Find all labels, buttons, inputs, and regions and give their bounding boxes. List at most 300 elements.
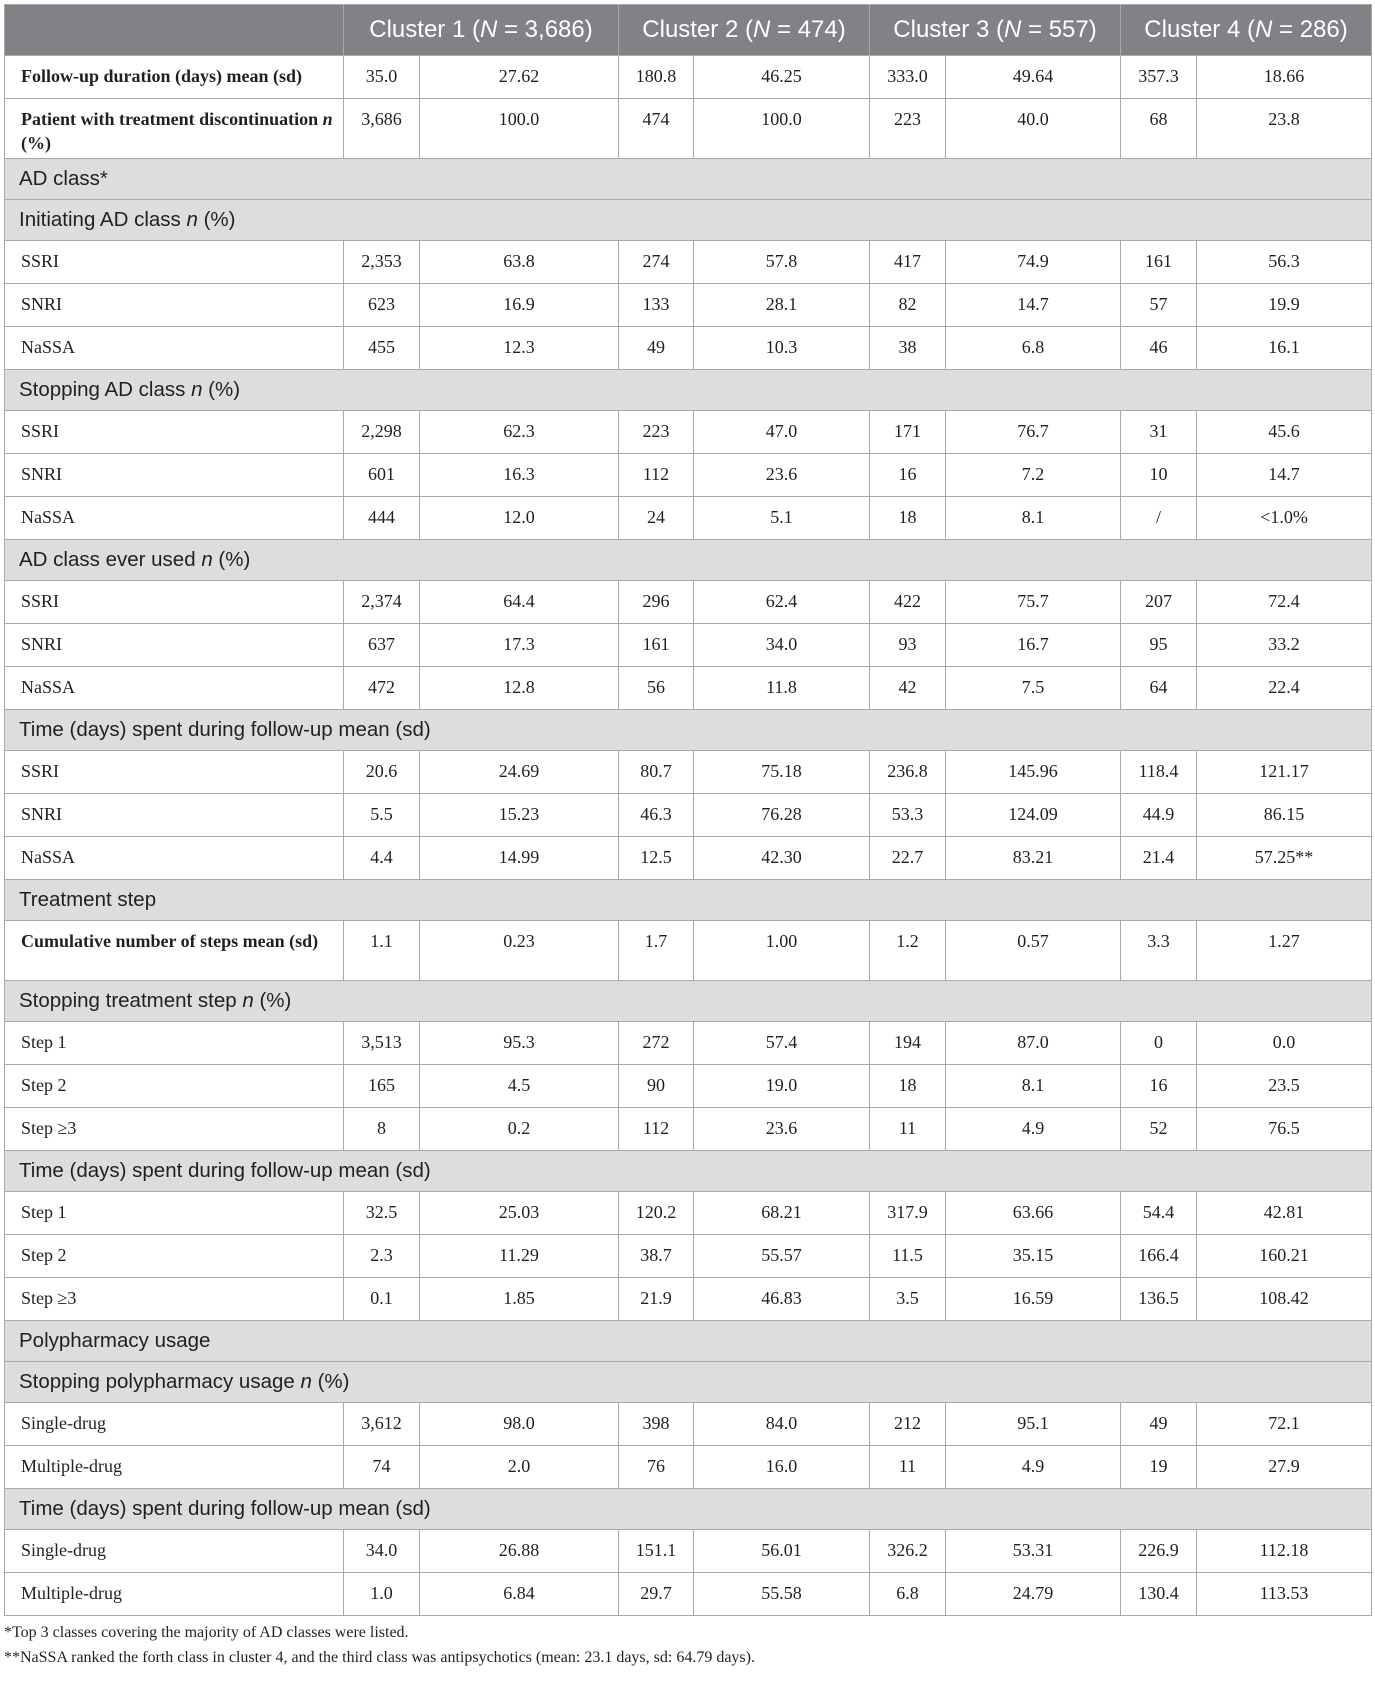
row-label-text: NaSSA [21, 337, 76, 357]
cell-count-cluster-3: 16 [870, 454, 946, 497]
cell-stat-cluster-4: 121.17 [1197, 751, 1372, 794]
cell-stat-cluster-2: 75.18 [694, 751, 870, 794]
row-label-text: Multiple-drug [21, 1583, 122, 1603]
row-label-italic: n [201, 548, 213, 571]
cell-count-cluster-4: 357.3 [1121, 56, 1197, 99]
section-header-row [5, 370, 1372, 411]
cell-count-cluster-2: 180.8 [619, 56, 694, 99]
row-label-text: Step ≥3 [21, 1288, 77, 1308]
section-header-label [5, 880, 1372, 921]
cell-count-cluster-3: 38 [870, 327, 946, 370]
cell-stat-cluster-2: 28.1 [694, 284, 870, 327]
section-header-row [5, 159, 1372, 200]
cell-count-cluster-4: 54.4 [1121, 1192, 1197, 1235]
row-label-suffix: (%) [311, 1370, 350, 1393]
table-row [5, 1530, 1372, 1573]
section-header-row [5, 1489, 1372, 1530]
table-row [5, 667, 1372, 710]
cell-stat-cluster-1: 14.99 [420, 837, 619, 880]
cell-count-cluster-2: 474 [619, 99, 694, 159]
cell-stat-cluster-4: 42.81 [1197, 1192, 1372, 1235]
cell-count-cluster-3: 171 [870, 411, 946, 454]
row-label [5, 327, 344, 370]
cell-count-cluster-3: 317.9 [870, 1192, 946, 1235]
section-header-label [5, 981, 1372, 1022]
header-cluster-2: Cluster 2 (N = 474) [619, 5, 870, 56]
cell-stat-cluster-4: 57.25** [1197, 837, 1372, 880]
cell-count-cluster-1: 35.0 [344, 56, 420, 99]
cell-stat-cluster-2: 23.6 [694, 1108, 870, 1151]
cell-stat-cluster-2: 46.25 [694, 56, 870, 99]
cell-stat-cluster-2: 10.3 [694, 327, 870, 370]
cell-stat-cluster-3: 83.21 [946, 837, 1121, 880]
cell-count-cluster-2: 21.9 [619, 1278, 694, 1321]
cell-count-cluster-1: 601 [344, 454, 420, 497]
row-label-text: NaSSA [21, 847, 76, 867]
row-label-text: Stopping AD class [19, 378, 192, 401]
cell-count-cluster-1: 34.0 [344, 1530, 420, 1573]
cell-stat-cluster-3: 87.0 [946, 1022, 1121, 1065]
row-label-text: Single-drug [21, 1540, 106, 1560]
cell-stat-cluster-4: 23.5 [1197, 1065, 1372, 1108]
row-label-italic: n [191, 378, 203, 401]
cell-count-cluster-4: 95 [1121, 624, 1197, 667]
table-row [5, 581, 1372, 624]
cell-stat-cluster-2: 55.57 [694, 1235, 870, 1278]
cell-count-cluster-3: 223 [870, 99, 946, 159]
cell-stat-cluster-3: 75.7 [946, 581, 1121, 624]
cell-stat-cluster-1: 98.0 [420, 1403, 619, 1446]
cell-stat-cluster-3: 8.1 [946, 497, 1121, 540]
cell-count-cluster-2: 296 [619, 581, 694, 624]
section-header-row [5, 1362, 1372, 1403]
cell-stat-cluster-2: 11.8 [694, 667, 870, 710]
cell-count-cluster-2: 24 [619, 497, 694, 540]
cell-stat-cluster-3: 145.96 [946, 751, 1121, 794]
table-row [5, 624, 1372, 667]
row-label [5, 624, 344, 667]
cell-stat-cluster-2: 47.0 [694, 411, 870, 454]
cell-stat-cluster-1: 27.62 [420, 56, 619, 99]
row-label-text: Step 2 [21, 1245, 67, 1265]
cell-count-cluster-1: 1.1 [344, 921, 420, 981]
cell-count-cluster-3: 212 [870, 1403, 946, 1446]
cell-count-cluster-3: 236.8 [870, 751, 946, 794]
section-header-label [5, 710, 1372, 751]
row-label [5, 454, 344, 497]
cell-stat-cluster-4: 160.21 [1197, 1235, 1372, 1278]
row-label [5, 1108, 344, 1151]
cell-stat-cluster-1: 0.23 [420, 921, 619, 981]
cell-count-cluster-1: 2,374 [344, 581, 420, 624]
row-label [5, 921, 344, 981]
row-label-text: Stopping polypharmacy usage [19, 1370, 301, 1393]
cell-stat-cluster-4: 14.7 [1197, 454, 1372, 497]
row-label-text: SNRI [21, 804, 63, 824]
cell-stat-cluster-4: 112.18 [1197, 1530, 1372, 1573]
row-label [5, 497, 344, 540]
cell-count-cluster-3: 417 [870, 241, 946, 284]
cell-stat-cluster-2: 62.4 [694, 581, 870, 624]
cell-stat-cluster-4: 23.8 [1197, 99, 1372, 159]
cell-stat-cluster-4: 108.42 [1197, 1278, 1372, 1321]
cell-stat-cluster-3: 74.9 [946, 241, 1121, 284]
cell-count-cluster-2: 46.3 [619, 794, 694, 837]
table-row [5, 1192, 1372, 1235]
cell-stat-cluster-4: <1.0% [1197, 497, 1372, 540]
cell-count-cluster-1: 637 [344, 624, 420, 667]
cell-count-cluster-2: 398 [619, 1403, 694, 1446]
row-label-text: AD class* [19, 167, 108, 190]
cell-count-cluster-1: 2,298 [344, 411, 420, 454]
cell-count-cluster-1: 5.5 [344, 794, 420, 837]
section-header-label [5, 540, 1372, 581]
cell-stat-cluster-4: 27.9 [1197, 1446, 1372, 1489]
table-row [5, 1022, 1372, 1065]
cell-stat-cluster-2: 1.00 [694, 921, 870, 981]
cell-count-cluster-4: 68 [1121, 99, 1197, 159]
cell-count-cluster-1: 20.6 [344, 751, 420, 794]
cell-stat-cluster-1: 15.23 [420, 794, 619, 837]
row-label-suffix: (%) [202, 378, 241, 401]
cell-count-cluster-4: 161 [1121, 241, 1197, 284]
cell-stat-cluster-2: 55.58 [694, 1573, 870, 1616]
row-label-text: Follow-up duration (days) mean (sd) [21, 66, 303, 86]
section-header-row [5, 200, 1372, 241]
cell-count-cluster-4: 136.5 [1121, 1278, 1197, 1321]
row-label [5, 1022, 344, 1065]
cell-count-cluster-4: 16 [1121, 1065, 1197, 1108]
cell-stat-cluster-1: 2.0 [420, 1446, 619, 1489]
row-label [5, 56, 344, 99]
row-label-italic: n [300, 1370, 312, 1393]
cell-stat-cluster-1: 63.8 [420, 241, 619, 284]
cell-stat-cluster-4: 86.15 [1197, 794, 1372, 837]
cell-stat-cluster-1: 12.8 [420, 667, 619, 710]
cell-stat-cluster-2: 84.0 [694, 1403, 870, 1446]
cell-count-cluster-1: 1.0 [344, 1573, 420, 1616]
cell-stat-cluster-3: 49.64 [946, 56, 1121, 99]
cell-count-cluster-3: 3.5 [870, 1278, 946, 1321]
cell-count-cluster-2: 38.7 [619, 1235, 694, 1278]
row-label-suffix: (%) [212, 548, 251, 571]
cell-stat-cluster-3: 0.57 [946, 921, 1121, 981]
cell-stat-cluster-1: 4.5 [420, 1065, 619, 1108]
cell-stat-cluster-1: 16.3 [420, 454, 619, 497]
cell-count-cluster-3: 93 [870, 624, 946, 667]
row-label-italic: n [186, 208, 198, 231]
row-label-text: SNRI [21, 294, 63, 314]
row-label-suffix: (%) [253, 989, 292, 1012]
cell-stat-cluster-2: 5.1 [694, 497, 870, 540]
table-body [5, 56, 1372, 1616]
section-header-label [5, 159, 1372, 200]
cell-stat-cluster-3: 7.5 [946, 667, 1121, 710]
table-row [5, 56, 1372, 99]
cell-stat-cluster-1: 12.3 [420, 327, 619, 370]
cell-count-cluster-3: 18 [870, 1065, 946, 1108]
cell-count-cluster-1: 8 [344, 1108, 420, 1151]
cell-stat-cluster-2: 23.6 [694, 454, 870, 497]
section-header-row [5, 981, 1372, 1022]
cell-stat-cluster-3: 95.1 [946, 1403, 1121, 1446]
cell-count-cluster-1: 74 [344, 1446, 420, 1489]
cell-stat-cluster-3: 16.7 [946, 624, 1121, 667]
row-label-text: Treatment step [19, 888, 157, 911]
cell-count-cluster-3: 6.8 [870, 1573, 946, 1616]
row-label [5, 1573, 344, 1616]
table-row [5, 284, 1372, 327]
cell-count-cluster-2: 272 [619, 1022, 694, 1065]
cell-stat-cluster-3: 14.7 [946, 284, 1121, 327]
footnotes [4, 1620, 1371, 1670]
header-cluster-3: Cluster 3 (N = 557) [870, 5, 1121, 56]
cell-count-cluster-1: 623 [344, 284, 420, 327]
cell-stat-cluster-1: 1.85 [420, 1278, 619, 1321]
row-label-italic: n [322, 109, 333, 129]
cell-stat-cluster-1: 16.9 [420, 284, 619, 327]
cell-count-cluster-3: 42 [870, 667, 946, 710]
cell-stat-cluster-4: 19.9 [1197, 284, 1372, 327]
cell-stat-cluster-1: 12.0 [420, 497, 619, 540]
row-label-text: SSRI [21, 421, 60, 441]
cell-count-cluster-3: 11 [870, 1446, 946, 1489]
cell-stat-cluster-3: 16.59 [946, 1278, 1121, 1321]
row-label [5, 1446, 344, 1489]
cell-count-cluster-3: 22.7 [870, 837, 946, 880]
cell-count-cluster-3: 11.5 [870, 1235, 946, 1278]
row-label-text: Step 2 [21, 1075, 67, 1095]
cell-stat-cluster-4: 18.66 [1197, 56, 1372, 99]
cell-count-cluster-2: 90 [619, 1065, 694, 1108]
row-label-text: Step 1 [21, 1032, 67, 1052]
cell-stat-cluster-2: 100.0 [694, 99, 870, 159]
cell-count-cluster-3: 1.2 [870, 921, 946, 981]
cell-stat-cluster-1: 17.3 [420, 624, 619, 667]
row-label [5, 1192, 344, 1235]
cell-count-cluster-4: / [1121, 497, 1197, 540]
section-header-row [5, 540, 1372, 581]
cell-count-cluster-1: 32.5 [344, 1192, 420, 1235]
row-label-text: AD class ever used [19, 548, 202, 571]
cell-stat-cluster-2: 57.8 [694, 241, 870, 284]
cell-stat-cluster-4: 16.1 [1197, 327, 1372, 370]
table-container [4, 4, 1371, 1670]
cell-stat-cluster-3: 6.8 [946, 327, 1121, 370]
row-label-text: SNRI [21, 464, 63, 484]
cell-count-cluster-3: 53.3 [870, 794, 946, 837]
footnote-2: **NaSSA ranked the forth class in cluster 4, and the third class was antipsychotics (mean: 23.1 days, sd: 64.79 days). [4, 1649, 755, 1666]
cell-stat-cluster-4: 56.3 [1197, 241, 1372, 284]
cell-count-cluster-2: 12.5 [619, 837, 694, 880]
cell-stat-cluster-2: 34.0 [694, 624, 870, 667]
table-row [5, 751, 1372, 794]
row-label-text: NaSSA [21, 677, 76, 697]
cell-stat-cluster-4: 72.4 [1197, 581, 1372, 624]
table-row [5, 241, 1372, 284]
cell-count-cluster-4: 44.9 [1121, 794, 1197, 837]
cell-stat-cluster-2: 16.0 [694, 1446, 870, 1489]
cell-stat-cluster-2: 68.21 [694, 1192, 870, 1235]
row-label [5, 241, 344, 284]
cell-stat-cluster-4: 1.27 [1197, 921, 1372, 981]
cell-count-cluster-4: 10 [1121, 454, 1197, 497]
row-label-suffix: (%) [197, 208, 236, 231]
cell-stat-cluster-3: 40.0 [946, 99, 1121, 159]
cell-count-cluster-1: 3,612 [344, 1403, 420, 1446]
cell-count-cluster-4: 3.3 [1121, 921, 1197, 981]
cell-count-cluster-2: 29.7 [619, 1573, 694, 1616]
row-label [5, 1065, 344, 1108]
cell-stat-cluster-3: 24.79 [946, 1573, 1121, 1616]
section-header-row [5, 880, 1372, 921]
cell-stat-cluster-1: 0.2 [420, 1108, 619, 1151]
cell-count-cluster-1: 0.1 [344, 1278, 420, 1321]
row-label [5, 751, 344, 794]
cell-stat-cluster-1: 26.88 [420, 1530, 619, 1573]
cell-count-cluster-4: 64 [1121, 667, 1197, 710]
footnote-1: *Top 3 classes covering the majority of AD classes were listed. [4, 1624, 409, 1641]
cell-stat-cluster-4: 33.2 [1197, 624, 1372, 667]
cell-count-cluster-1: 455 [344, 327, 420, 370]
table-row [5, 1278, 1372, 1321]
section-header-label [5, 1321, 1372, 1362]
cell-count-cluster-4: 19 [1121, 1446, 1197, 1489]
cell-stat-cluster-1: 62.3 [420, 411, 619, 454]
cell-count-cluster-3: 194 [870, 1022, 946, 1065]
section-header-label [5, 1362, 1372, 1403]
table-row [5, 1403, 1372, 1446]
row-label-text: Single-drug [21, 1413, 106, 1433]
cell-stat-cluster-1: 100.0 [420, 99, 619, 159]
cell-stat-cluster-2: 42.30 [694, 837, 870, 880]
row-label-suffix: (%) [21, 133, 51, 153]
cell-stat-cluster-1: 6.84 [420, 1573, 619, 1616]
table-header [5, 5, 1372, 56]
cell-count-cluster-2: 133 [619, 284, 694, 327]
row-label [5, 667, 344, 710]
cell-count-cluster-1: 3,513 [344, 1022, 420, 1065]
section-header-row [5, 710, 1372, 751]
cell-stat-cluster-3: 4.9 [946, 1108, 1121, 1151]
cell-stat-cluster-3: 35.15 [946, 1235, 1121, 1278]
cell-stat-cluster-4: 0.0 [1197, 1022, 1372, 1065]
cell-stat-cluster-3: 63.66 [946, 1192, 1121, 1235]
cell-count-cluster-3: 82 [870, 284, 946, 327]
row-label-text: Time (days) spent during follow-up mean (sd) [19, 1497, 431, 1520]
cell-stat-cluster-2: 19.0 [694, 1065, 870, 1108]
cell-count-cluster-2: 1.7 [619, 921, 694, 981]
header-cluster-1: Cluster 1 (N = 3,686) [344, 5, 619, 56]
cell-count-cluster-4: 0 [1121, 1022, 1197, 1065]
row-label [5, 1403, 344, 1446]
cell-count-cluster-2: 151.1 [619, 1530, 694, 1573]
cell-count-cluster-4: 226.9 [1121, 1530, 1197, 1573]
row-label-text: Cumulative number of steps mean (sd) [21, 931, 319, 951]
cell-count-cluster-3: 326.2 [870, 1530, 946, 1573]
table-row [5, 1573, 1372, 1616]
table-row [5, 99, 1372, 159]
cell-count-cluster-4: 46 [1121, 327, 1197, 370]
row-label-text: Step 1 [21, 1202, 67, 1222]
cell-count-cluster-4: 130.4 [1121, 1573, 1197, 1616]
section-header-label [5, 370, 1372, 411]
cell-count-cluster-4: 52 [1121, 1108, 1197, 1151]
row-label-text: Multiple-drug [21, 1456, 122, 1476]
row-label-text: Polypharmacy usage [19, 1329, 211, 1352]
cell-stat-cluster-3: 76.7 [946, 411, 1121, 454]
cell-count-cluster-4: 207 [1121, 581, 1197, 624]
row-label [5, 794, 344, 837]
cell-count-cluster-3: 333.0 [870, 56, 946, 99]
row-label [5, 284, 344, 327]
row-label [5, 99, 344, 159]
cell-count-cluster-4: 49 [1121, 1403, 1197, 1446]
row-label-text: Time (days) spent during follow-up mean (sd) [19, 718, 431, 741]
row-label-text: NaSSA [21, 507, 76, 527]
cell-count-cluster-1: 165 [344, 1065, 420, 1108]
cell-stat-cluster-4: 45.6 [1197, 411, 1372, 454]
cell-stat-cluster-3: 7.2 [946, 454, 1121, 497]
row-label-text: SNRI [21, 634, 63, 654]
cell-count-cluster-1: 2.3 [344, 1235, 420, 1278]
cell-count-cluster-1: 444 [344, 497, 420, 540]
cell-stat-cluster-2: 46.83 [694, 1278, 870, 1321]
cell-stat-cluster-3: 53.31 [946, 1530, 1121, 1573]
cell-count-cluster-2: 112 [619, 1108, 694, 1151]
table-row [5, 921, 1372, 981]
section-header-label [5, 1489, 1372, 1530]
cell-stat-cluster-2: 76.28 [694, 794, 870, 837]
cell-count-cluster-2: 161 [619, 624, 694, 667]
section-header-label [5, 200, 1372, 241]
row-label [5, 1235, 344, 1278]
table-row [5, 1446, 1372, 1489]
header-blank-cell [5, 5, 344, 56]
row-label-text: Time (days) spent during follow-up mean (sd) [19, 1159, 431, 1182]
cell-stat-cluster-4: 22.4 [1197, 667, 1372, 710]
row-label [5, 837, 344, 880]
cell-count-cluster-4: 31 [1121, 411, 1197, 454]
row-label-text: Step ≥3 [21, 1118, 77, 1138]
cell-count-cluster-2: 120.2 [619, 1192, 694, 1235]
cell-stat-cluster-1: 25.03 [420, 1192, 619, 1235]
cell-stat-cluster-1: 95.3 [420, 1022, 619, 1065]
cell-count-cluster-3: 11 [870, 1108, 946, 1151]
cell-stat-cluster-1: 11.29 [420, 1235, 619, 1278]
cell-stat-cluster-1: 64.4 [420, 581, 619, 624]
table-row [5, 794, 1372, 837]
cell-count-cluster-4: 21.4 [1121, 837, 1197, 880]
cell-count-cluster-2: 49 [619, 327, 694, 370]
cell-count-cluster-1: 2,353 [344, 241, 420, 284]
cell-stat-cluster-4: 72.1 [1197, 1403, 1372, 1446]
row-label-text: SSRI [21, 591, 60, 611]
cell-stat-cluster-3: 4.9 [946, 1446, 1121, 1489]
cell-count-cluster-2: 112 [619, 454, 694, 497]
cell-count-cluster-3: 422 [870, 581, 946, 624]
table-row [5, 1108, 1372, 1151]
section-header-row [5, 1321, 1372, 1362]
table-row [5, 327, 1372, 370]
cell-stat-cluster-2: 57.4 [694, 1022, 870, 1065]
cell-stat-cluster-4: 113.53 [1197, 1573, 1372, 1616]
cell-count-cluster-1: 4.4 [344, 837, 420, 880]
results-table [4, 4, 1372, 1616]
table-row [5, 1065, 1372, 1108]
cell-count-cluster-2: 80.7 [619, 751, 694, 794]
row-label [5, 581, 344, 624]
